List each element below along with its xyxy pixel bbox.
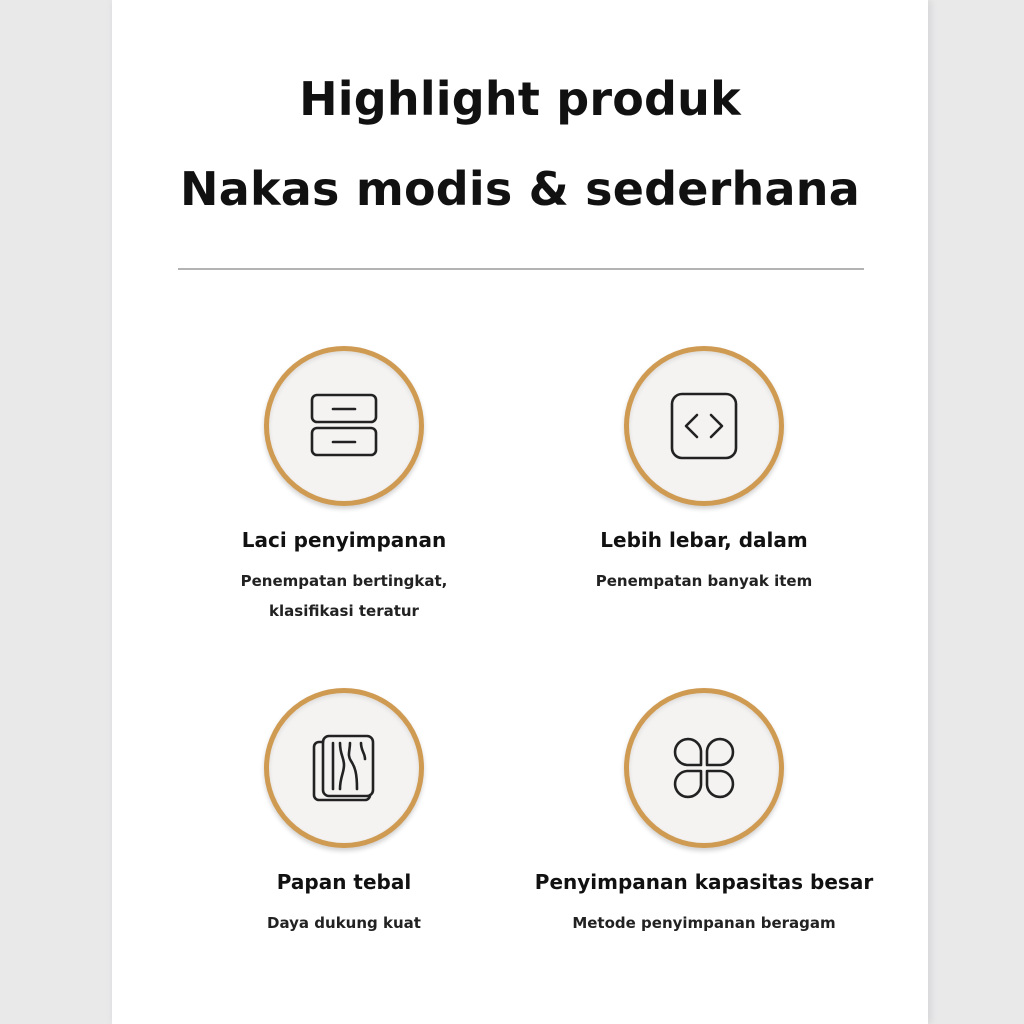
drawer-icon — [309, 391, 379, 461]
feature-description — [524, 908, 884, 938]
wood-board-icon — [309, 733, 379, 803]
feature-description-line: Penempatan banyak item — [595, 572, 813, 590]
content-card — [112, 0, 928, 1024]
feature-storage-drawer — [164, 346, 524, 626]
feature-title: Laci penyimpanan — [241, 528, 447, 552]
feature-description — [164, 566, 524, 626]
feature-wider-deeper — [524, 346, 884, 596]
feature-icon-circle — [624, 688, 784, 848]
feature-large-capacity — [524, 688, 884, 938]
feature-description-line: Metode penyimpanan beragam — [572, 914, 836, 932]
feature-icon-circle — [264, 688, 424, 848]
expand-icon — [669, 391, 739, 461]
feature-description-line: Penempatan bertingkat, — [240, 572, 448, 590]
feature-description — [524, 566, 884, 596]
feature-icon-circle — [624, 346, 784, 506]
feature-icon-circle — [264, 346, 424, 506]
feature-title: Penyimpanan kapasitas besar — [534, 870, 874, 894]
feature-title: Lebih lebar, dalam — [600, 528, 808, 552]
feature-thick-board — [164, 688, 524, 938]
clover-icon — [669, 733, 739, 803]
feature-description — [164, 908, 524, 938]
page-title: Highlight produk — [299, 72, 741, 126]
divider — [178, 268, 864, 270]
page-subtitle: Nakas modis & sederhana — [180, 162, 860, 216]
feature-description-line: klasifikasi teratur — [269, 602, 419, 620]
feature-title: Papan tebal — [276, 870, 412, 894]
feature-description-line: Daya dukung kuat — [267, 914, 421, 932]
